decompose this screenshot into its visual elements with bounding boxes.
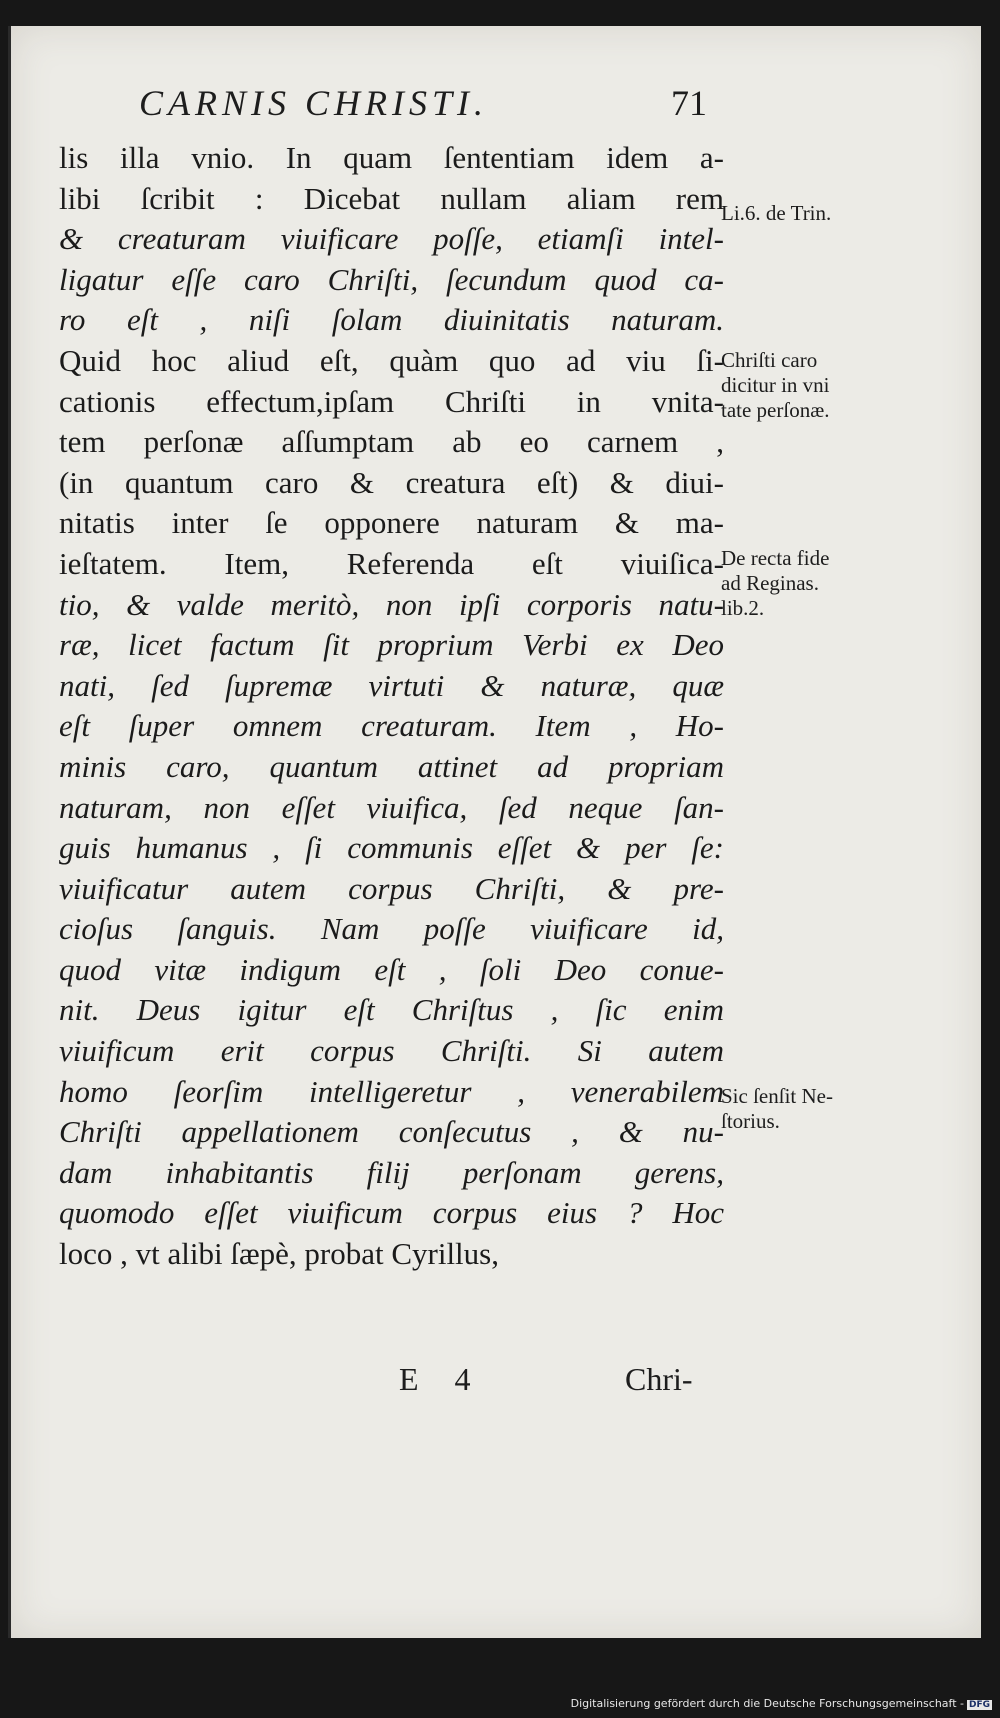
margin-note-line: Sic ſenſit Ne- xyxy=(721,1084,833,1108)
book-page xyxy=(8,26,981,1638)
text-line: tem perſonæ aſſumptam ab eo carnem , xyxy=(59,424,724,460)
text-line: ligatur eſſe caro Chriſti, ſecundum quod ca- xyxy=(59,261,724,297)
text-line: libi ſcribit : Dicebat nullam aliam rem xyxy=(59,180,724,216)
text-line: quomodo eſſet viuificum corpus eius ? Hoc xyxy=(59,1195,724,1231)
text-line: ieſtatem. Item, Referenda eſt viuiſica- xyxy=(59,545,724,581)
text-line: naturam, non eſſet viuifica, ſed neque ſan- xyxy=(59,789,724,825)
text-line: tio, & valde meritò, non ipſi corporis natu- xyxy=(59,586,724,622)
text-line: guis humanus , ſi communis eſſet & per ſe: xyxy=(59,830,724,866)
margin-note-line: ſtorius. xyxy=(721,1109,780,1133)
margin-note-line: Chriſti caro xyxy=(721,348,818,372)
margin-note-1 xyxy=(721,201,896,226)
text-line: & creaturam viuificare poſſe, etiamſi intel- xyxy=(59,221,724,257)
text-line: eſt ſuper omnem creaturam. Item , Ho- xyxy=(59,708,724,744)
margin-note-4 xyxy=(721,1084,896,1134)
text-line: cioſus ſanguis. Nam poſſe viuificare id, xyxy=(59,911,724,947)
text-line: ræ, licet factum ſit proprium Verbi ex Deo xyxy=(59,627,724,663)
text-line: nati, ſed ſupremæ virtuti & naturæ, quæ xyxy=(59,667,724,703)
text-line: minis caro, quantum attinet ad propriam xyxy=(59,748,724,784)
dfg-logo: DFG xyxy=(968,1700,990,1710)
text-line: nit. Deus igitur eſt Chriſtus , ſic enim xyxy=(59,992,724,1028)
signature-mark: E 4 xyxy=(399,1361,485,1397)
text-line: Quid hoc aliud eſt, quàm quo ad viu ſi- xyxy=(59,342,724,378)
digitization-credit-text: Digitalisierung gefördert durch die Deutsche Forschungsgemeinschaft - xyxy=(570,1697,964,1710)
text-line: (in quantum caro & creatura eſt) & diui- xyxy=(59,464,724,500)
margin-note-line: ad Reginas. xyxy=(721,571,819,595)
margin-note-line: dicitur in vni xyxy=(721,373,830,397)
text-line: nitatis inter ſe opponere naturam & ma- xyxy=(59,505,724,541)
text-line: quod vitæ indigum eſt , ſoli Deo conue- xyxy=(59,951,724,987)
margin-note-line: Li.6. de Trin. xyxy=(721,201,832,225)
margin-note-3 xyxy=(721,546,896,621)
text-line: lis illa vnio. In quam ſententiam idem a- xyxy=(59,140,724,175)
text-line: viuificatur autem corpus Chriſti, & pre- xyxy=(59,870,724,906)
margin-note-line: De recta fide xyxy=(721,546,830,570)
catchword: Chri- xyxy=(625,1361,693,1397)
main-text-block xyxy=(59,138,724,1275)
text-line: loco , vt alibi ſæpè, probat Cyrillus, xyxy=(59,1236,499,1272)
margin-note-line: tate perſonæ. xyxy=(721,398,830,422)
text-line: cationis effectum,ipſam Chriſti in vnita- xyxy=(59,383,724,419)
digitization-credit xyxy=(571,1697,992,1710)
text-line: dam inhabitantis filij perſonam gerens, xyxy=(59,1154,724,1190)
text-line: Chriſti appellationem conſecutus , & nu- xyxy=(59,1114,724,1150)
margin-note-line: lib.2. xyxy=(721,596,765,620)
text-line: viuificum erit corpus Chriſti. Si autem xyxy=(59,1033,724,1069)
text-line: homo ſeorſim intelligeretur , venerabilem xyxy=(59,1073,724,1109)
running-title: CARNIS CHRISTI. xyxy=(139,83,488,123)
text-line: ro eſt , niſi ſolam diuinitatis naturam. xyxy=(59,302,724,338)
margin-note-2 xyxy=(721,348,896,423)
page-number: 71 xyxy=(671,83,707,123)
